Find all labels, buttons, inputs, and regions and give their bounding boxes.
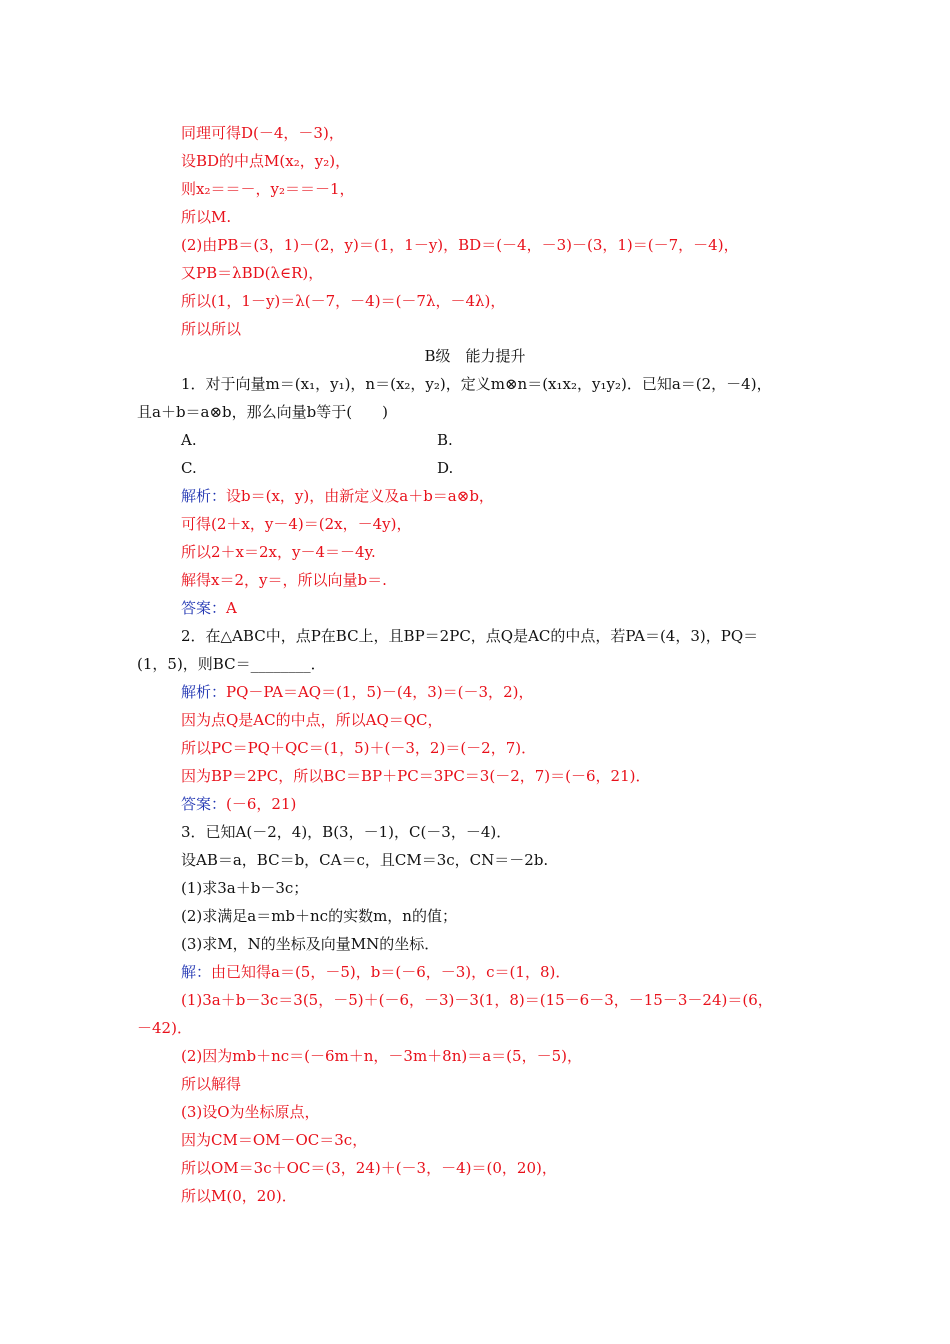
option-b: B. <box>437 431 453 449</box>
question-3-text: 3．已知A(－2，4)，B(3，－1)，C(－3，－4)． <box>181 823 512 841</box>
answer-label: 答案： <box>181 599 227 617</box>
solution-line: 因为CM＝OM－OC＝3c， <box>181 1131 368 1149</box>
solution-line: 同理可得D(－4，－3)， <box>181 124 344 142</box>
question-1-text: 1．对于向量m＝(x₁，y₁)，n＝(x₂，y₂)，定义m⊗n＝(x₁x₂，y₁y₂)．已知a＝(2，－4)， <box>181 375 772 393</box>
analysis-text: 设b＝(x，y)，由新定义及a＋b＝a⊗b， <box>226 487 494 505</box>
question-3-part: (2)求满足a＝mb＋nc的实数m，n的值； <box>181 907 457 925</box>
solution-line: (2)因为mb＋nc＝(－6m＋n，－3m＋8n)＝a＝(5，－5)， <box>181 1047 582 1065</box>
solution-line: (1)3a＋b－3c＝3(5，－5)＋(－6，－3)－3(1，8)＝(15－6－3，－15－3－24)＝(6， <box>181 991 773 1009</box>
solution-line: (2)由PB＝(3，1)－(2，y)＝(1，1－y)，BD＝(－4，－3)－(3，1)＝(－7，－4)， <box>181 236 739 254</box>
answer-line <box>181 794 296 814</box>
section-title: B级 能力提升 <box>424 347 526 365</box>
analysis-line: 因为点Q是AC的中点，所以AQ＝QC， <box>181 711 443 729</box>
solution-line: 所以OM＝3c＋OC＝(3，24)＋(－3，－4)＝(0，20)， <box>181 1159 557 1177</box>
analysis-line <box>181 486 494 506</box>
solution-label: 解： <box>181 963 212 981</box>
analysis-line <box>181 682 533 702</box>
question-2-text: (1，5)，则BC＝________． <box>137 655 326 673</box>
question-1-text: 且a＋b＝a⊗b，那么向量b等于( ) <box>137 403 388 421</box>
analysis-line: 因为BP＝2PC，所以BC＝BP＋PC＝3PC＝3(－2，7)＝(－6，21)． <box>181 767 651 785</box>
analysis-line: 解得x＝2，y＝，所以向量b＝. <box>181 571 387 589</box>
solution-line: －42)． <box>137 1019 192 1037</box>
option-a: A. <box>181 431 197 449</box>
answer-line <box>181 598 237 618</box>
analysis-label: 解析： <box>181 487 227 505</box>
option-c: C. <box>181 459 197 477</box>
question-3-text: 设AB＝a，BC＝b，CA＝c，且CM＝3c，CN＝－2b. <box>181 851 549 869</box>
answer-label: 答案： <box>181 795 227 813</box>
analysis-text: PQ－PA＝AQ＝(1，5)－(4，3)＝(－3，2)， <box>226 683 534 701</box>
analysis-line: 所以PC＝PQ＋QC＝(1，5)＋(－3，2)＝(－2，7)． <box>181 739 537 757</box>
solution-line: 设BD的中点M(x₂，y₂)， <box>181 152 351 170</box>
question-3-part: (1)求3a＋b－3c； <box>181 879 309 897</box>
solution-line: 所以所以 <box>181 320 242 338</box>
analysis-line: 所以2＋x＝2x，y－4＝－4y. <box>181 543 376 561</box>
solution-line: 则x₂＝＝－，y₂＝＝－1， <box>181 180 355 198</box>
analysis-line: 可得(2＋x，y－4)＝(2x，－4y)， <box>181 515 412 533</box>
solution-text: 由已知得a＝(5，－5)，b＝(－6，－3)，c＝(1，8)． <box>211 963 571 981</box>
option-d: D. <box>437 459 454 477</box>
answer-value: (－6，21) <box>226 795 297 813</box>
solution-line: (3)设O为坐标原点， <box>181 1103 320 1121</box>
answer-value: A <box>226 599 237 617</box>
solution-line: 所以解得 <box>181 1075 242 1093</box>
solution-line: 所以M(0，20)． <box>181 1187 297 1205</box>
analysis-label: 解析： <box>181 683 227 701</box>
solution-line: 所以M. <box>181 208 232 226</box>
question-2-text: 2．在△ABC中，点P在BC上，且BP＝2PC，点Q是AC的中点，若PA＝(4，3)，PQ＝ <box>181 627 759 645</box>
solution-line <box>181 962 570 982</box>
question-3-part: (3)求M，N的坐标及向量MN的坐标． <box>181 935 440 953</box>
solution-line: 又PB＝λBD(λ∈R)， <box>181 264 324 282</box>
solution-line: 所以(1，1－y)＝λ(－7，－4)＝(－7λ，－4λ)， <box>181 292 506 310</box>
